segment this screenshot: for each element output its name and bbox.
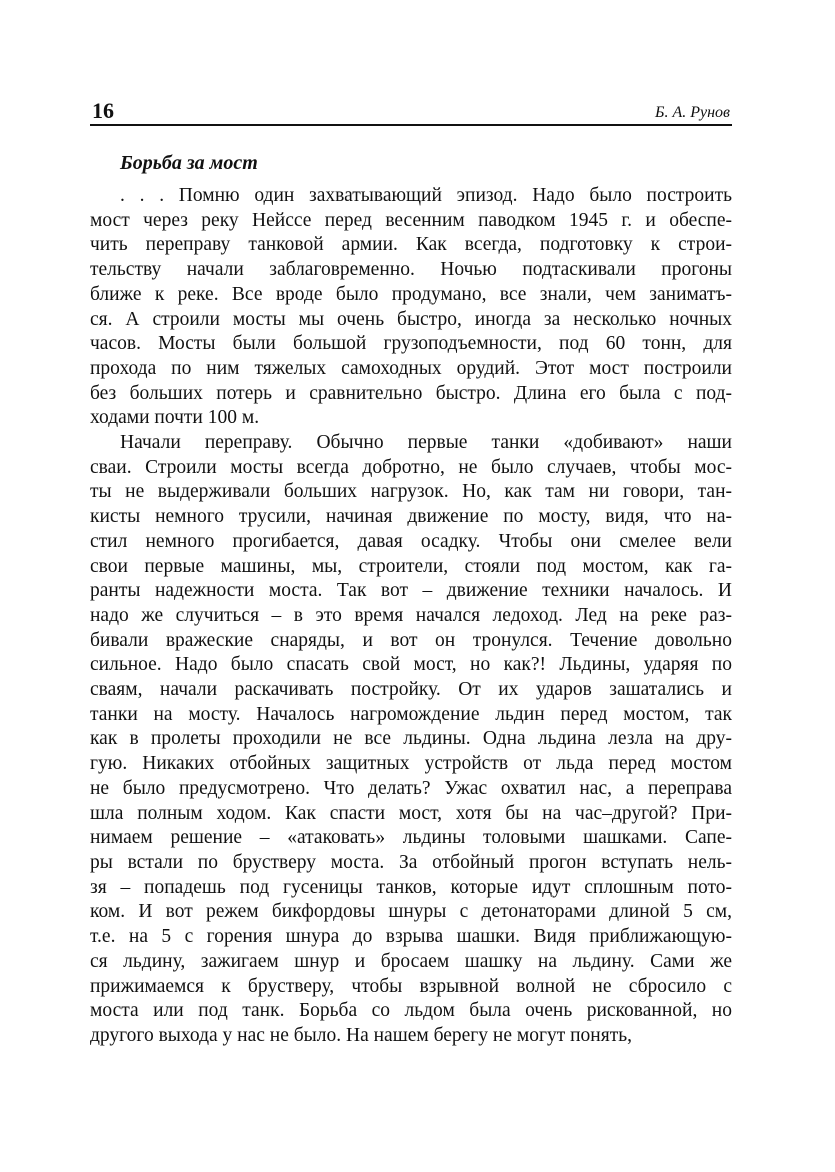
text-line: тельству начали заблаговременно. Ночью подтаскивали прогоны [90, 259, 732, 281]
text-line: ры встали по брустверу моста. За отбойный прогон вступать нель- [90, 851, 732, 873]
text-line: свои первые машины, мы, строители, стояли под мостом, как га- [90, 555, 732, 577]
text-line: ближе к реке. Все вроде было продумано, все знали, чем заниматъ- [90, 283, 732, 305]
text-line: прохода по ним тяжелых самоходных орудий. Этот мост построили [90, 357, 732, 379]
page-number: 16 [92, 98, 114, 123]
text-line: надо же случиться – в это время начался ледоход. Лед на реке раз- [90, 604, 732, 626]
text-line: ранты надежности моста. Так вот – движение техники началось. И [90, 580, 732, 602]
text-line: т.е. на 5 с горения шнура до взрыва шашки. Видя приближающую- [90, 926, 732, 948]
text-line: часов. Мосты были большой грузоподъемности, под 60 тонн, для [90, 333, 732, 355]
paragraph [90, 431, 732, 1049]
text-line: Начали переправу. Обычно первые танки «добивают» наши [120, 432, 732, 454]
text-line: ходами почти 100 м. [90, 407, 260, 429]
paragraph [90, 184, 732, 431]
section-title: Борьба за мост [120, 152, 258, 174]
book-page [90, 96, 732, 1049]
running-head-author: Б. А. Рунов [655, 104, 730, 121]
text-line: мост через реку Нейссе перед весенним паводком 1945 г. и обеспе- [90, 209, 732, 231]
text-line: нимаем решение – «атаковать» льдины толовыми шашками. Сапе- [90, 827, 732, 849]
text-line: сваи. Строили мосты всегда добротно, не было случаев, чтобы мос- [90, 456, 732, 478]
text-line: сваям, начали раскачивать постройку. От их ударов зашатались и [90, 679, 732, 701]
page-header [90, 96, 732, 126]
text-line: без больших потерь и сравнительно быстро. Длина его была с под- [90, 382, 732, 404]
text-line: шла полным ходом. Как спасти мост, хотя бы на час–другой? При- [90, 802, 732, 824]
text-line: ся льдину, зажигаем шнур и бросаем шашку на льдину. Сами же [90, 950, 732, 972]
text-line: стил немного прогибается, давая осадку. Чтобы они смелее вели [90, 530, 732, 552]
text-line: сильное. Надо было спасать свой мост, но как?! Льдины, ударяя по [90, 654, 732, 676]
text-line: гую. Никаких отбойных защитных устройств от льда перед мостом [90, 753, 732, 775]
text-line: другого выхода у нас не было. На нашем берегу не могут понять, [90, 1024, 633, 1046]
text-line: . . . Помню один захватывающий эпизод. Надо было построить [120, 185, 732, 206]
text-line: ком. И вот режем бикфордовы шнуры с детонаторами длиной 5 см, [90, 901, 732, 923]
text-line: танки на мосту. Началось нагромождение льдин перед мостом, так [90, 703, 732, 725]
text-line: не было предусмотрено. Что делать? Ужас охватил нас, а переправа [90, 777, 732, 799]
text-line: моста или под танк. Борьба со льдом была очень рискованной, но [90, 1000, 732, 1022]
text-line: зя – попадешь под гусеницы танков, которые идут сплошным пото- [90, 876, 732, 898]
text-line: как в пролеты проходили не все льдины. Одна льдина лезла на дру- [90, 728, 732, 750]
text-line: чить переправу танковой армии. Как всегда, подготовку к строи- [90, 234, 732, 256]
text-line: кисты немного трусили, начиная движение по мосту, видя, что на- [90, 506, 732, 528]
body-text [90, 184, 732, 1049]
text-line: бивали вражеские снаряды, и вот он тронулся. Течение довольно [90, 629, 732, 651]
text-line: ся. А строили мосты мы очень быстро, иногда за несколько ночных [90, 308, 732, 330]
text-line: ты не выдерживали больших нагрузок. Но, как там ни говори, тан- [90, 481, 732, 503]
text-line: прижимаемся к брустверу, чтобы взрывной волной не сбросило с [90, 975, 732, 997]
